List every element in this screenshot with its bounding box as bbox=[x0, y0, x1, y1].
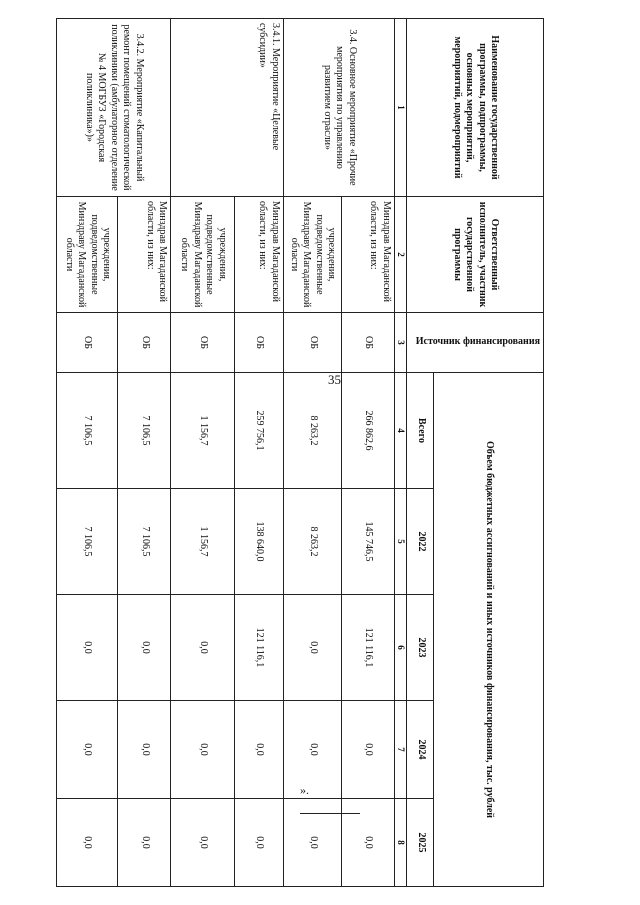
row-value: 7 106,5 bbox=[57, 373, 118, 489]
col-number: 1 bbox=[394, 19, 407, 197]
row-value: 0,0 bbox=[171, 595, 234, 701]
col-number: 5 bbox=[394, 489, 407, 595]
row-source: ОБ bbox=[234, 313, 283, 373]
row-name: 3.4.1. Мероприятие «Целевые субсидии» bbox=[171, 19, 283, 197]
col-number: 7 bbox=[394, 701, 407, 799]
row-executor: Минздрав Магаданской области, из них: bbox=[118, 197, 171, 313]
row-source: ОБ bbox=[283, 313, 341, 373]
row-value: 8 263,2 bbox=[283, 373, 341, 489]
page-number: 35 bbox=[328, 372, 341, 387]
row-value: 7 106,5 bbox=[118, 489, 171, 595]
row-value: 0,0 bbox=[171, 701, 234, 799]
row-executor: Минздрав Магаданской области, из них: bbox=[341, 197, 394, 313]
header-year-2023: 2023 bbox=[407, 595, 434, 701]
table-row bbox=[341, 19, 394, 887]
row-executor: учреждения, подведомственные Минздраву Магаданской области bbox=[171, 197, 234, 313]
row-value: 0,0 bbox=[171, 799, 234, 887]
row-source: ОБ bbox=[171, 313, 234, 373]
row-source: ОБ bbox=[341, 313, 394, 373]
row-value: 0,0 bbox=[57, 595, 118, 701]
row-value: 0,0 bbox=[283, 799, 341, 887]
row-value: 0,0 bbox=[341, 701, 394, 799]
header-name: Наименование государственной программы, подпрограммы, основных мероприятий, мероприятий, подмероприятий bbox=[407, 19, 544, 197]
row-executor: Минздрав Магаданской области, из них: bbox=[234, 197, 283, 313]
col-number: 3 bbox=[394, 313, 407, 373]
closing-quote-mark: ». bbox=[300, 783, 309, 797]
row-name: 3.4.2. Мероприятие «Капитальный ремонт помещений стоматологической поликлиники (амбулаторное отделение № 4 МОГБУЗ «Городская поликлиника»)» bbox=[57, 19, 171, 197]
row-source: ОБ bbox=[118, 313, 171, 373]
row-value: 121 116,1 bbox=[341, 595, 394, 701]
row-value: 0,0 bbox=[234, 799, 283, 887]
row-value: 0,0 bbox=[118, 701, 171, 799]
row-source: ОБ bbox=[57, 313, 118, 373]
row-value: 7 106,5 bbox=[118, 373, 171, 489]
row-value: 7 106,5 bbox=[57, 489, 118, 595]
row-value: 138 640,0 bbox=[234, 489, 283, 595]
row-value: 0,0 bbox=[57, 799, 118, 887]
budget-table-rotated bbox=[56, 18, 544, 886]
header-funding: Объем бюджетных ассигнований и иных источников финансирования, тыс. рублей bbox=[434, 373, 544, 887]
table-row bbox=[234, 19, 283, 887]
header-year-total: Всего bbox=[407, 373, 434, 489]
row-value: 0,0 bbox=[118, 799, 171, 887]
closing-block bbox=[300, 783, 560, 797]
row-value: 0,0 bbox=[234, 701, 283, 799]
table-row bbox=[118, 19, 171, 887]
col-number: 6 bbox=[394, 595, 407, 701]
row-value: 0,0 bbox=[57, 701, 118, 799]
row-value: 1 156,7 bbox=[171, 489, 234, 595]
row-executor: учреждения, подведомственные Минздраву Магаданской области bbox=[283, 197, 341, 313]
header-source-text: Источник финансирования bbox=[415, 336, 540, 348]
header-executor: Ответственный исполнитель, участник государственной программы bbox=[407, 197, 544, 313]
row-value: 0,0 bbox=[283, 595, 341, 701]
row-value: 145 746,5 bbox=[341, 489, 394, 595]
row-value: 8 263,2 bbox=[283, 489, 341, 595]
closing-line bbox=[300, 813, 360, 814]
col-number: 4 bbox=[394, 373, 407, 489]
row-value: 259 756,1 bbox=[234, 373, 283, 489]
header-source bbox=[407, 313, 544, 373]
row-value: 0,0 bbox=[118, 595, 171, 701]
row-executor: учреждения, подведомственные Минздраву Магаданской области bbox=[57, 197, 118, 313]
row-name: 3.4. Основное мероприятие «Прочие мероприятия по управлению развитием отрасли» bbox=[283, 19, 394, 197]
row-value: 0,0 bbox=[341, 799, 394, 887]
header-year-2024: 2024 bbox=[407, 701, 434, 799]
row-value: 1 156,7 bbox=[171, 373, 234, 489]
budget-table bbox=[56, 18, 544, 887]
col-number: 8 bbox=[394, 799, 407, 887]
header-year-2022: 2022 bbox=[407, 489, 434, 595]
col-number: 2 bbox=[394, 197, 407, 313]
header-year-2025: 2025 bbox=[407, 799, 434, 887]
row-value: 0,0 bbox=[283, 701, 341, 799]
row-value: 266 862,6 bbox=[341, 373, 394, 489]
row-value: 121 116,1 bbox=[234, 595, 283, 701]
